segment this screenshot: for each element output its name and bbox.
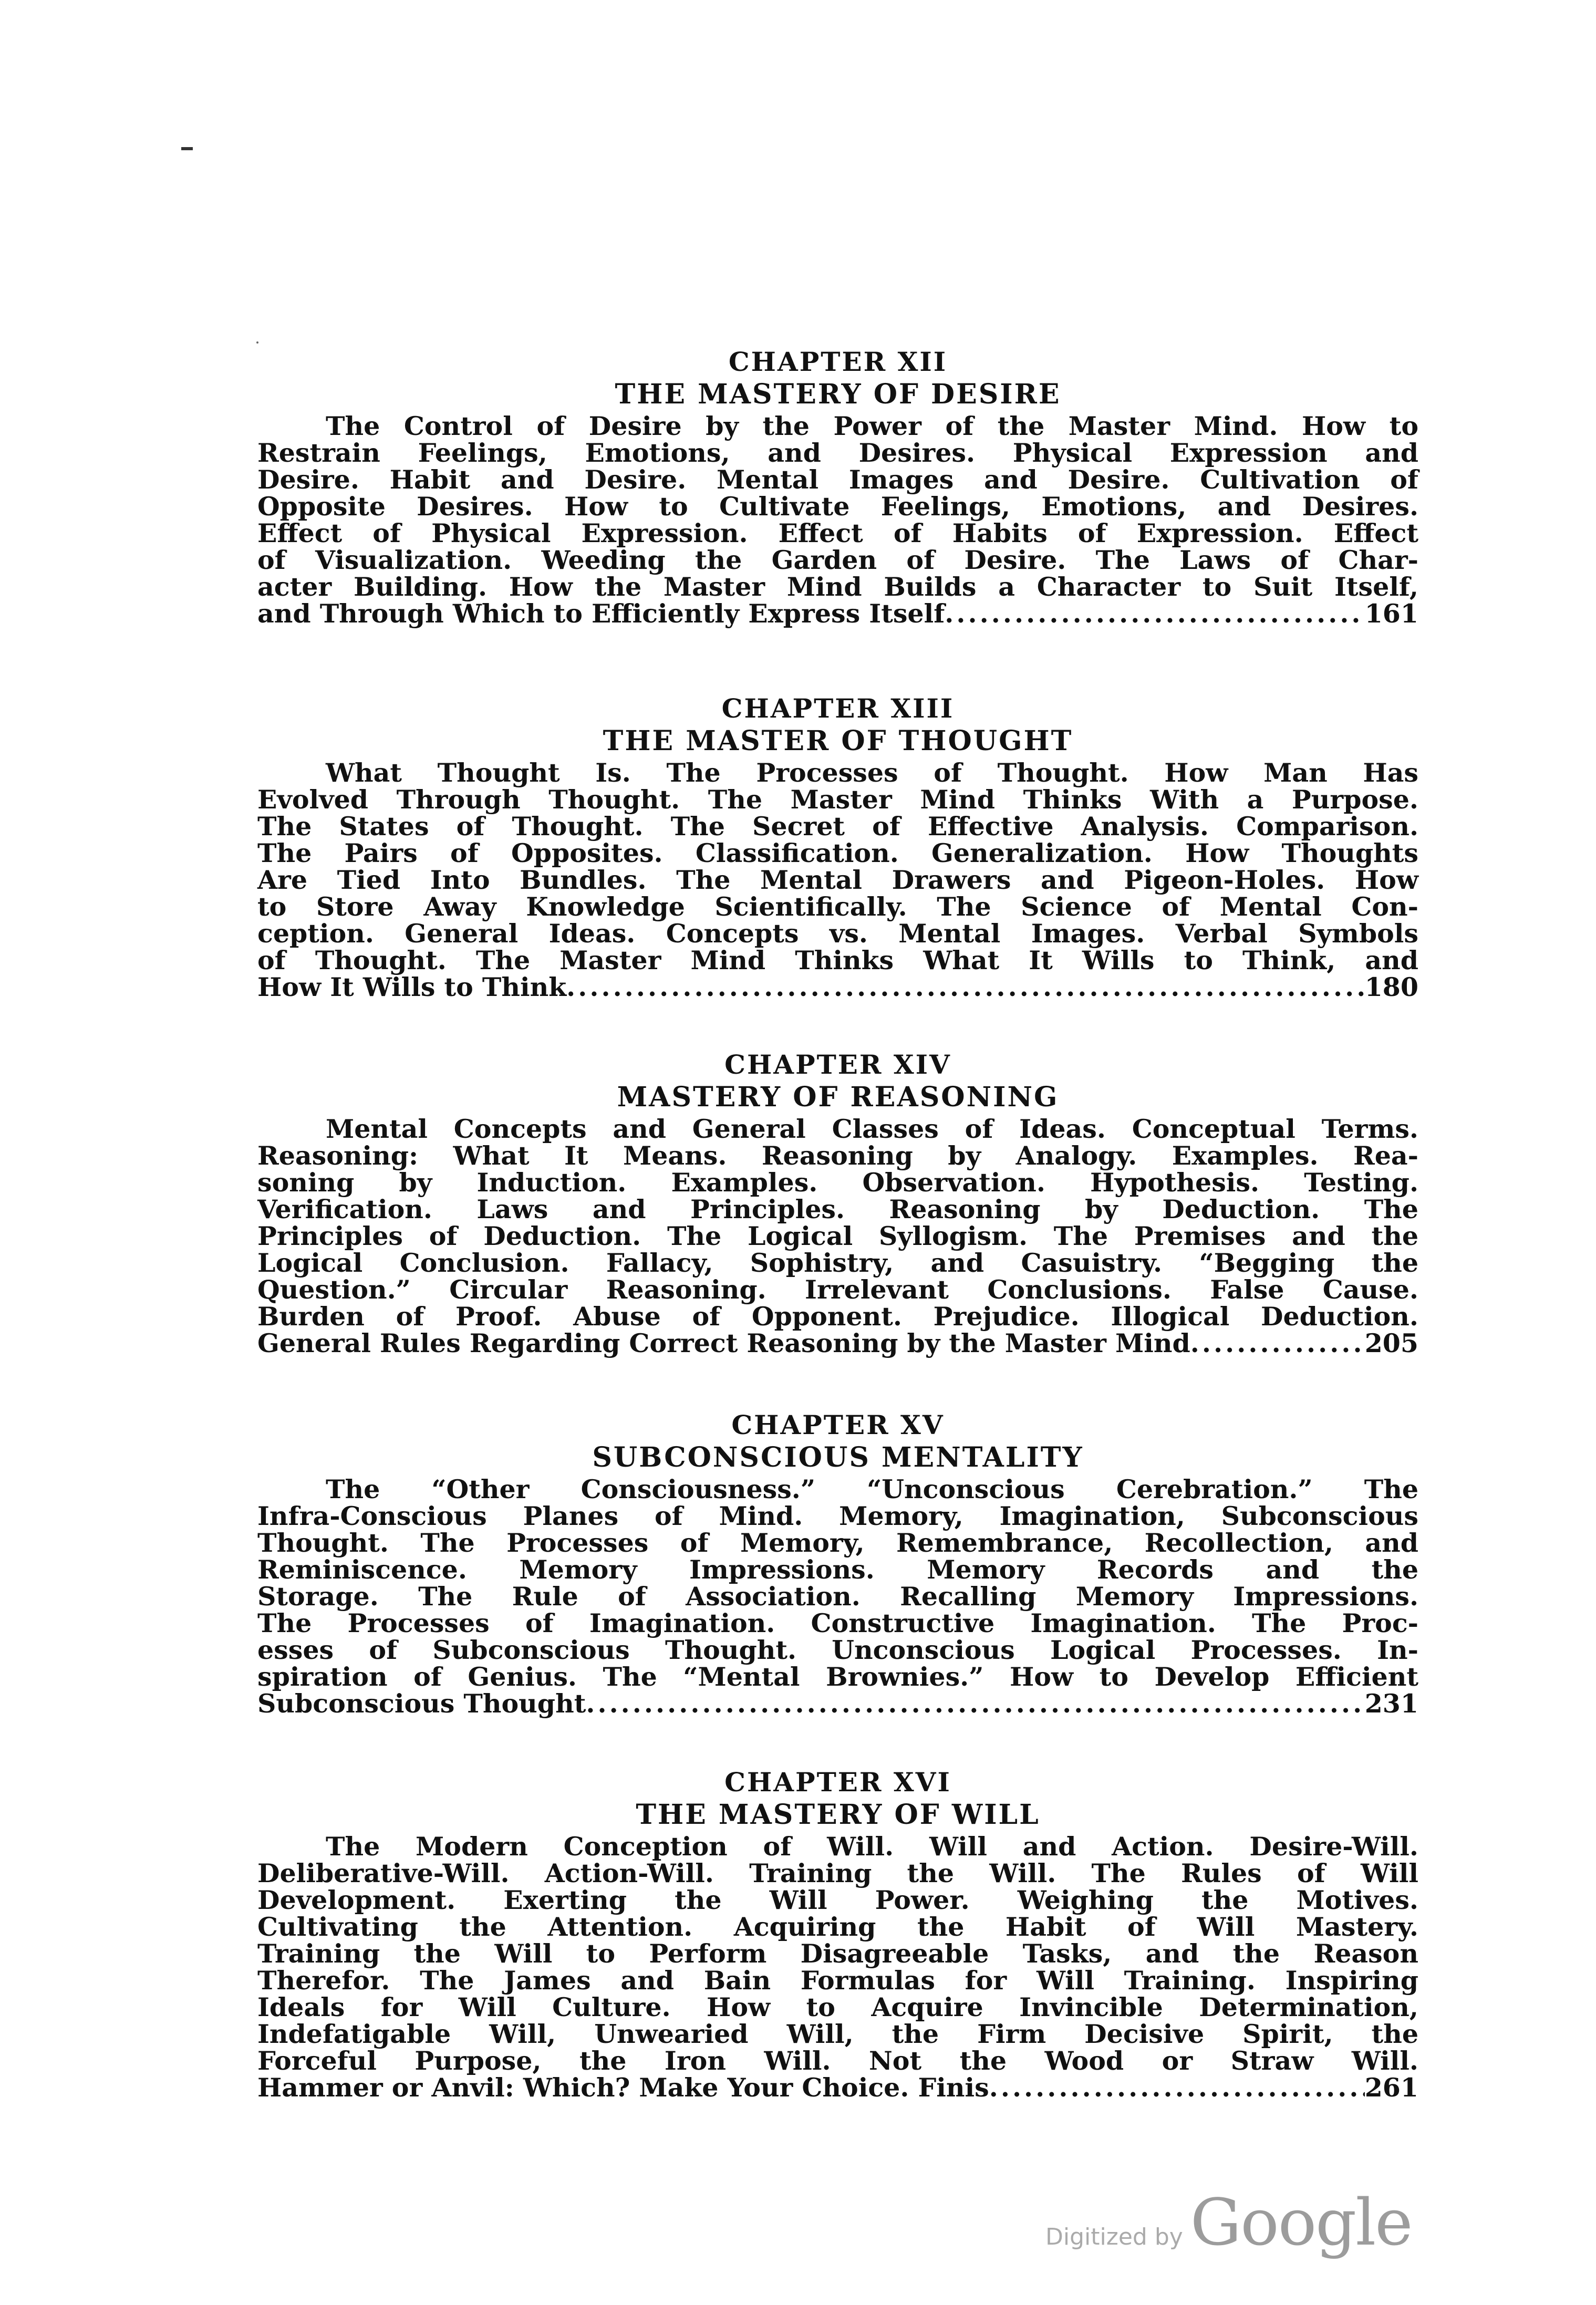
chapter-title: THE MASTER OF THOUGHT [603,725,1073,757]
summary-line: spiration of Genius. The “Mental Brownies.” How to Develop Efficient [257,1662,1418,1692]
summary-line: of Visualization. Weeding the Garden of Desire. The Laws of Char- [257,545,1418,575]
summary-line: Reasoning: What It Means. Reasoning by Analogy. Examples. Rea- [257,1140,1418,1171]
summary-last-line [257,974,1418,1001]
summary-line: esses of Subconscious Thought. Unconscious Logical Processes. In- [257,1635,1418,1665]
summary-line: Effect of Physical Expression. Effect of Habits of Expression. Effect [257,518,1418,548]
summary-line: acter Building. How the Master Mind Builds a Character to Suit Itself, [257,572,1418,602]
chapter-title: THE MASTERY OF WILL [636,1799,1040,1831]
dot-leaders [1190,1330,1365,1357]
summary-line: Subconscious Thought [257,1688,586,1719]
summary-line: soning by Induction. Examples. Observation. Hypothesis. Testing. [257,1167,1418,1198]
summary-line: How It Wills to Think [257,972,567,1002]
page-number: 205 [1364,1328,1418,1358]
summary-line: Storage. The Rule of Association. Recalling Memory Impressions. [257,1581,1418,1612]
summary-line: Training the Will to Perform Disagreeable Tasks, and the Reason [257,1938,1418,1969]
dot-leaders [945,600,1364,627]
summary-last-line [257,2074,1418,2101]
chapter-title: SUBCONSCIOUS MENTALITY [592,1441,1084,1473]
chapter-summary [257,1116,1418,1357]
chapter-label: CHAPTER XII [728,346,948,377]
chapter-title: MASTERY OF REASONING [617,1081,1059,1113]
summary-line: Burden of Proof. Abuse of Opponent. Prejudice. Illogical Deduction. [257,1301,1418,1332]
digitized-by-text: Digitized by [1045,2224,1183,2250]
summary-line: The Pairs of Opposites. Classification. Generalization. How Thoughts [257,838,1418,868]
summary-line: The Modern Conception of Will. Will and Action. Desire-Will. [326,1831,1418,1862]
chapter-label: CHAPTER XVI [724,1767,951,1798]
summary-last-line [257,1690,1418,1717]
summary-last-line [257,1330,1418,1357]
page-number: 161 [1364,598,1418,629]
chapter-summary [257,1833,1418,2101]
summary-line: Evolved Through Thought. The Master Mind Thinks With a Purpose. [257,784,1418,815]
summary-line: Ideals for Will Culture. How to Acquire Invincible Determination, [257,1992,1418,2022]
chapter-xiii [257,692,1418,1001]
summary-line: Logical Conclusion. Fallacy, Sophistry, and Casuistry. “Begging the [257,1248,1418,1278]
chapter-label: CHAPTER XIII [721,693,955,724]
summary-line: Opposite Desires. How to Cultivate Feelings, Emotions, and Desires. [257,491,1418,522]
scan-dot [256,341,258,344]
page-number: 261 [1364,2072,1418,2103]
chapter-summary [257,413,1418,627]
chapter-xiv [257,1048,1418,1357]
summary-line: to Store Away Knowledge Scientifically. The Science of Mental Con- [257,891,1418,922]
summary-line: The Control of Desire by the Power of the Master Mind. How to [326,411,1418,441]
summary-last-line [257,600,1418,627]
chapter-summary [257,1476,1418,1717]
summary-line: Thought. The Processes of Memory, Remembrance, Recollection, and [257,1528,1418,1558]
summary-line: Verification. Laws and Principles. Reasoning by Deduction. The [257,1194,1418,1224]
page-number: 231 [1364,1688,1418,1719]
summary-line: Reminiscence. Memory Impressions. Memory Records and the [257,1554,1418,1585]
summary-line: The Processes of Imagination. Constructive Imagination. The Proc- [257,1608,1418,1638]
summary-line: Hammer or Anvil: Which? Make Your Choice. Finis [257,2072,989,2103]
summary-line: Question.” Circular Reasoning. Irrelevant Conclusions. False Cause. [257,1274,1418,1305]
chapter-xvi [257,1766,1418,2101]
summary-line: ception. General Ideas. Concepts vs. Mental Images. Verbal Symbols [257,918,1418,949]
summary-line: Infra-Conscious Planes of Mind. Memory, Imagination, Subconscious [257,1501,1418,1531]
chapter-xv [257,1409,1418,1717]
summary-line: The States of Thought. The Secret of Effective Analysis. Comparison. [257,811,1418,842]
google-logo: Google [1190,2185,1412,2260]
chapter-label: CHAPTER XIV [724,1049,951,1080]
chapter-title: THE MASTERY OF DESIRE [615,378,1061,410]
summary-line: Desire. Habit and Desire. Mental Images and Desire. Cultivation of [257,464,1418,495]
summary-line: What Thought Is. The Processes of Thought. How Man Has [326,757,1418,788]
summary-line: Restrain Feelings, Emotions, and Desires. Physical Expression and [257,438,1418,468]
summary-line: Deliberative-Will. Action-Will. Training the Will. The Rules of Will [257,1858,1418,1888]
scan-mark [181,147,193,150]
summary-line: Forceful Purpose, the Iron Will. Not the Wood or Straw Will. [257,2046,1418,2076]
digitized-watermark [1045,2185,1412,2260]
summary-line: Principles of Deduction. The Logical Syllogism. The Premises and the [257,1221,1418,1251]
dot-leaders [586,1690,1364,1717]
summary-line: Mental Concepts and General Classes of Ideas. Conceptual Terms. [326,1114,1418,1144]
summary-line: Development. Exerting the Will Power. Weighing the Motives. [257,1885,1418,1915]
summary-line: Indefatigable Will, Unwearied Will, the Firm Decisive Spirit, the [257,2019,1418,2049]
summary-line: Are Tied Into Bundles. The Mental Drawers and Pigeon-Holes. How [257,865,1418,895]
summary-line: and Through Which to Efficiently Express Itself [257,598,945,629]
summary-line: Therefor. The James and Bain Formulas for Will Training. Inspiring [257,1965,1418,1996]
summary-line: of Thought. The Master Mind Thinks What It Wills to Think, and [257,945,1418,975]
summary-line: General Rules Regarding Correct Reasoning by the Master Mind [257,1328,1190,1358]
dot-leaders [566,974,1365,1001]
summary-line: The “Other Consciousness.” “Unconscious Cerebration.” The [326,1474,1418,1504]
chapter-xii [257,346,1418,627]
chapter-summary [257,757,1418,1002]
summary-line: Cultivating the Attention. Acquiring the Habit of Will Mastery. [257,1912,1418,1942]
chapter-label: CHAPTER XV [731,1409,945,1440]
dot-leaders [989,2074,1365,2101]
page-number: 180 [1364,972,1418,1002]
